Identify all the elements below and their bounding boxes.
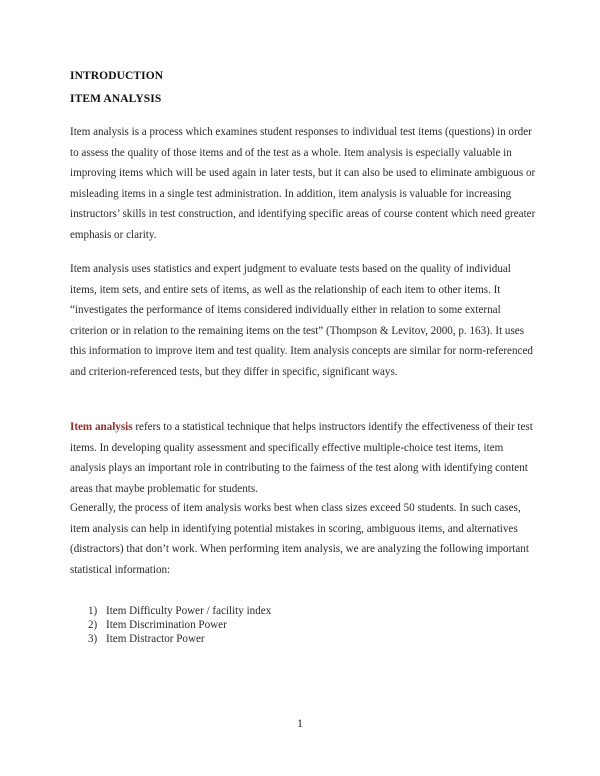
paragraph-statistics: Item analysis uses statistics and expert judgment to evaluate tests based on the quality of individual items, item sets, and entire sets of items, as well as the relationship of each item to other items. It “investigates the performance of items considered individually either in relation to some external criterion or in relation to the remaining items on the test” (Thompson & Levitov, 2000, p. 163). It uses this information to improve item and test quality. Item analysis concepts are similar for norm-referenced and criterion-referenced tests, but they differ in specific, significant ways. [70, 263, 533, 378]
term-item-analysis: Item analysis [70, 421, 133, 433]
page-number: 1 [297, 716, 303, 730]
paragraph-technique [70, 417, 540, 499]
list-item-number: 2) [88, 619, 98, 631]
list-item [88, 604, 271, 618]
list-item [88, 618, 271, 632]
list-item-number: 1) [88, 605, 98, 617]
paragraph-technique-text: refers to a statistical technique that helps instructors identify the effectiveness of their test items. In developing quality assessment and specifically effective multiple-choice test items, item analysis plays an important role in contributing to the fairness of the test along with identifying content areas that maybe problematic for students. [70, 421, 533, 495]
list-item [88, 632, 271, 646]
paragraph-definition: Item analysis is a process which examines student responses to individual test items (questions) in order to assess the quality of those items and of the test as a whole. Item analysis is especially valuable in improving items which will be used again in later tests, but it can also be used to eliminate ambiguous or misleading items in a single test administration. In addition, item analysis is valuable for increasing instructors’ skills in test construction, and identifying specific areas of course content which need greater emphasis or clarity. [70, 126, 536, 241]
list-item-text: Item Difficulty Power / facility index [106, 605, 272, 617]
heading-introduction: INTRODUCTION [70, 70, 164, 82]
list-item-number: 3) [88, 633, 98, 645]
statistics-list [88, 604, 271, 646]
paragraph-class-size: Generally, the process of item analysis works best when class sizes exceed 50 students. In such cases, item analysis can help in identifying potential mistakes in scoring, ambiguous items, and alternatives (distractors) that don’t work. When performing item analysis, we are analyzing the following important statistical information: [70, 502, 529, 576]
list-item-text: Item Discrimination Power [106, 619, 227, 631]
list-item-text: Item Distractor Power [106, 633, 205, 645]
heading-item-analysis: ITEM ANALYSIS [70, 93, 162, 105]
